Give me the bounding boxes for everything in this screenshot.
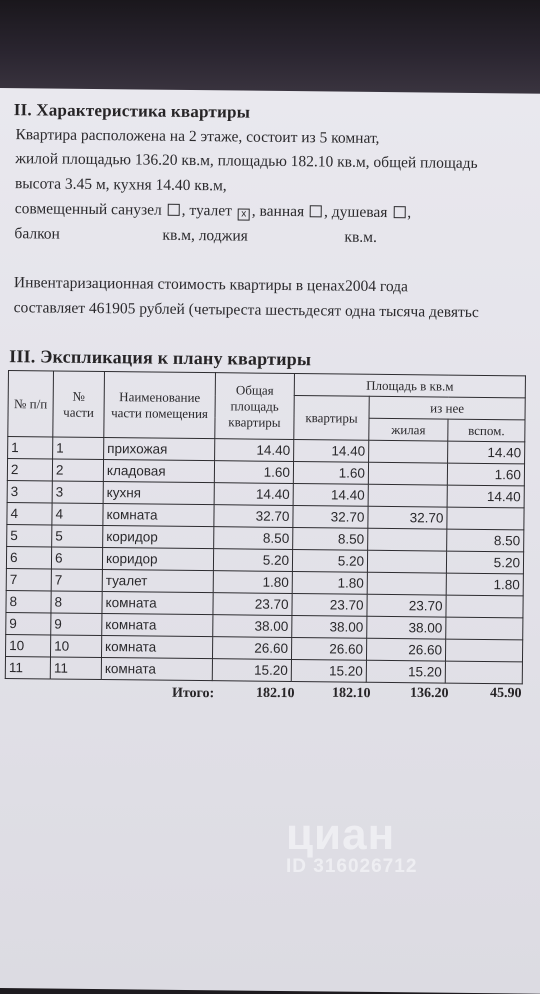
cell-pp: 1 <box>8 437 53 459</box>
cell-living <box>368 528 447 551</box>
table-body <box>5 437 525 684</box>
cell-part: 4 <box>52 503 103 526</box>
cell-aux <box>447 507 524 530</box>
cell-part: 6 <box>51 547 102 570</box>
shower-checkbox <box>393 206 405 218</box>
cell-total: 38.00 <box>213 615 292 638</box>
cell-total: 5.20 <box>213 549 292 572</box>
cell-part: 10 <box>50 635 101 658</box>
cell-aux: 14.40 <box>448 441 525 464</box>
cell-name: комната <box>102 591 213 614</box>
cell-part: 2 <box>52 459 103 482</box>
section2-line-1: Квартира расположена на 2 этаже, состоит из 5 комнат, <box>15 126 380 147</box>
totals-total: 182.10 <box>255 685 295 702</box>
cell-total: 32.70 <box>214 505 293 528</box>
background-top <box>0 0 540 96</box>
cell-total: 23.70 <box>213 593 292 616</box>
cell-part: 1 <box>53 437 104 460</box>
cell-pp: 5 <box>7 524 52 546</box>
explication-table <box>5 370 526 684</box>
cell-total: 1.60 <box>214 461 293 484</box>
cell-name: кухня <box>103 482 214 505</box>
cell-living: 23.70 <box>367 594 446 617</box>
cell-apartment: 14.40 <box>294 439 369 462</box>
cell-name: туалет <box>102 569 213 592</box>
amenities-line: совмещенный санузел , туалет x , ванная , душевая , <box>14 200 412 222</box>
cell-aux <box>446 595 523 618</box>
cell-aux <box>445 639 522 662</box>
balcony-label: балкон <box>14 225 60 243</box>
watermark-logo: циан <box>286 810 396 859</box>
toilet-checkbox-checked: x <box>238 208 250 220</box>
totals-label: Итого: <box>171 685 215 702</box>
header-living: жилая <box>369 418 448 441</box>
cell-total: 15.20 <box>212 659 291 682</box>
cell-total: 26.60 <box>212 637 291 660</box>
cell-total: 14.40 <box>215 439 294 462</box>
cell-living: 38.00 <box>367 616 446 639</box>
cell-part: 8 <box>51 591 102 614</box>
cell-name: кладовая <box>103 460 214 483</box>
cell-name: коридор <box>103 526 214 549</box>
cell-total: 1.80 <box>213 571 292 594</box>
cell-name: коридор <box>102 548 213 571</box>
cell-pp: 7 <box>6 568 51 590</box>
cell-part: 7 <box>51 569 102 592</box>
section2-title: II. Характеристика квартиры <box>13 100 251 122</box>
cell-apartment: 32.70 <box>293 505 368 528</box>
cell-living <box>367 572 446 595</box>
cell-apartment: 1.60 <box>293 461 368 484</box>
section2-line-2: жилой площадью 136.20 кв.м, площадью 182.10 кв.м, общей площадь <box>15 150 478 173</box>
cell-name: комната <box>101 657 212 680</box>
cell-name: комната <box>101 635 212 658</box>
section3-title: III. Экспликация к плану квартиры <box>9 346 312 370</box>
cell-aux: 8.50 <box>447 529 524 552</box>
cell-pp: 10 <box>5 634 50 656</box>
cell-aux: 1.60 <box>447 463 524 486</box>
cell-apartment: 5.20 <box>292 549 367 572</box>
cell-living <box>367 550 446 573</box>
header-pp: № п/п <box>8 371 54 437</box>
cell-living <box>368 484 447 507</box>
cell-apartment: 38.00 <box>292 615 367 638</box>
toilet-label: туалет <box>189 201 233 220</box>
cell-apartment: 23.70 <box>292 593 367 616</box>
header-area-group: Площадь в кв.м <box>294 374 525 398</box>
cell-pp: 9 <box>6 612 51 634</box>
cell-aux: 1.80 <box>446 573 523 596</box>
cell-pp: 6 <box>6 546 51 568</box>
cell-name: прихожая <box>104 438 215 461</box>
cell-apartment: 15.20 <box>291 659 366 682</box>
totals-living: 136.20 <box>409 685 449 702</box>
table-row <box>5 656 522 683</box>
header-aux: вспом. <box>448 419 525 442</box>
totals-aux: 45.90 <box>489 685 522 702</box>
cell-apartment: 1.80 <box>292 571 367 594</box>
cell-apartment: 26.60 <box>291 637 366 660</box>
watermark <box>286 810 417 878</box>
watermark-id: ID 316026712 <box>286 856 418 877</box>
section2-line-3: высота 3.45 м, кухня 14.40 кв.м, <box>14 175 227 195</box>
sanuzel-checkbox <box>168 204 180 216</box>
cell-pp: 2 <box>7 459 52 481</box>
cell-part: 9 <box>51 613 102 636</box>
cell-living: 15.20 <box>366 660 445 683</box>
cell-total: 8.50 <box>214 527 293 550</box>
cell-total: 14.40 <box>214 483 293 506</box>
cell-living: 26.60 <box>366 638 445 661</box>
shower-label: душевая <box>331 203 388 222</box>
header-total: Общая площадь квартиры <box>215 373 295 440</box>
totals-apt: 182.10 <box>331 685 371 702</box>
bath-label: ванная <box>259 202 305 221</box>
cell-living: 32.70 <box>368 506 447 529</box>
cell-living <box>369 440 448 463</box>
cell-name: комната <box>102 613 213 636</box>
cell-aux: 5.20 <box>446 551 523 574</box>
cell-living <box>368 462 447 485</box>
cell-part: 11 <box>50 657 101 680</box>
cell-pp: 3 <box>7 480 52 502</box>
cost-line-2: составляет 461905 рублей (четыреста шестьдесят одна тысяча девятьс <box>13 299 479 322</box>
header-part: № части <box>53 371 105 438</box>
cell-pp: 11 <box>5 656 50 678</box>
cell-apartment: 8.50 <box>293 527 368 550</box>
cell-aux: 14.40 <box>447 485 524 508</box>
bath-checkbox <box>310 205 322 217</box>
cell-part: 5 <box>52 525 103 548</box>
balcony-unit: кв.м, лоджия <box>162 226 248 245</box>
cell-pp: 4 <box>7 502 52 524</box>
cell-aux <box>446 617 523 640</box>
header-name: Наименование части помещения <box>104 372 216 439</box>
header-apartment: квартиры <box>294 395 369 440</box>
sanuzel-label: совмещенный санузел <box>14 200 162 219</box>
cell-pp: 8 <box>6 590 51 612</box>
cell-name: комната <box>103 504 214 527</box>
cost-line-1: Инвентаризационная стоимость квартиры в ценах2004 года <box>13 274 409 296</box>
loggia-unit: кв.м. <box>344 228 377 246</box>
header-of-which: из нее <box>369 396 525 420</box>
cell-aux <box>445 661 522 684</box>
cell-part: 3 <box>52 481 103 504</box>
cell-apartment: 14.40 <box>293 483 368 506</box>
